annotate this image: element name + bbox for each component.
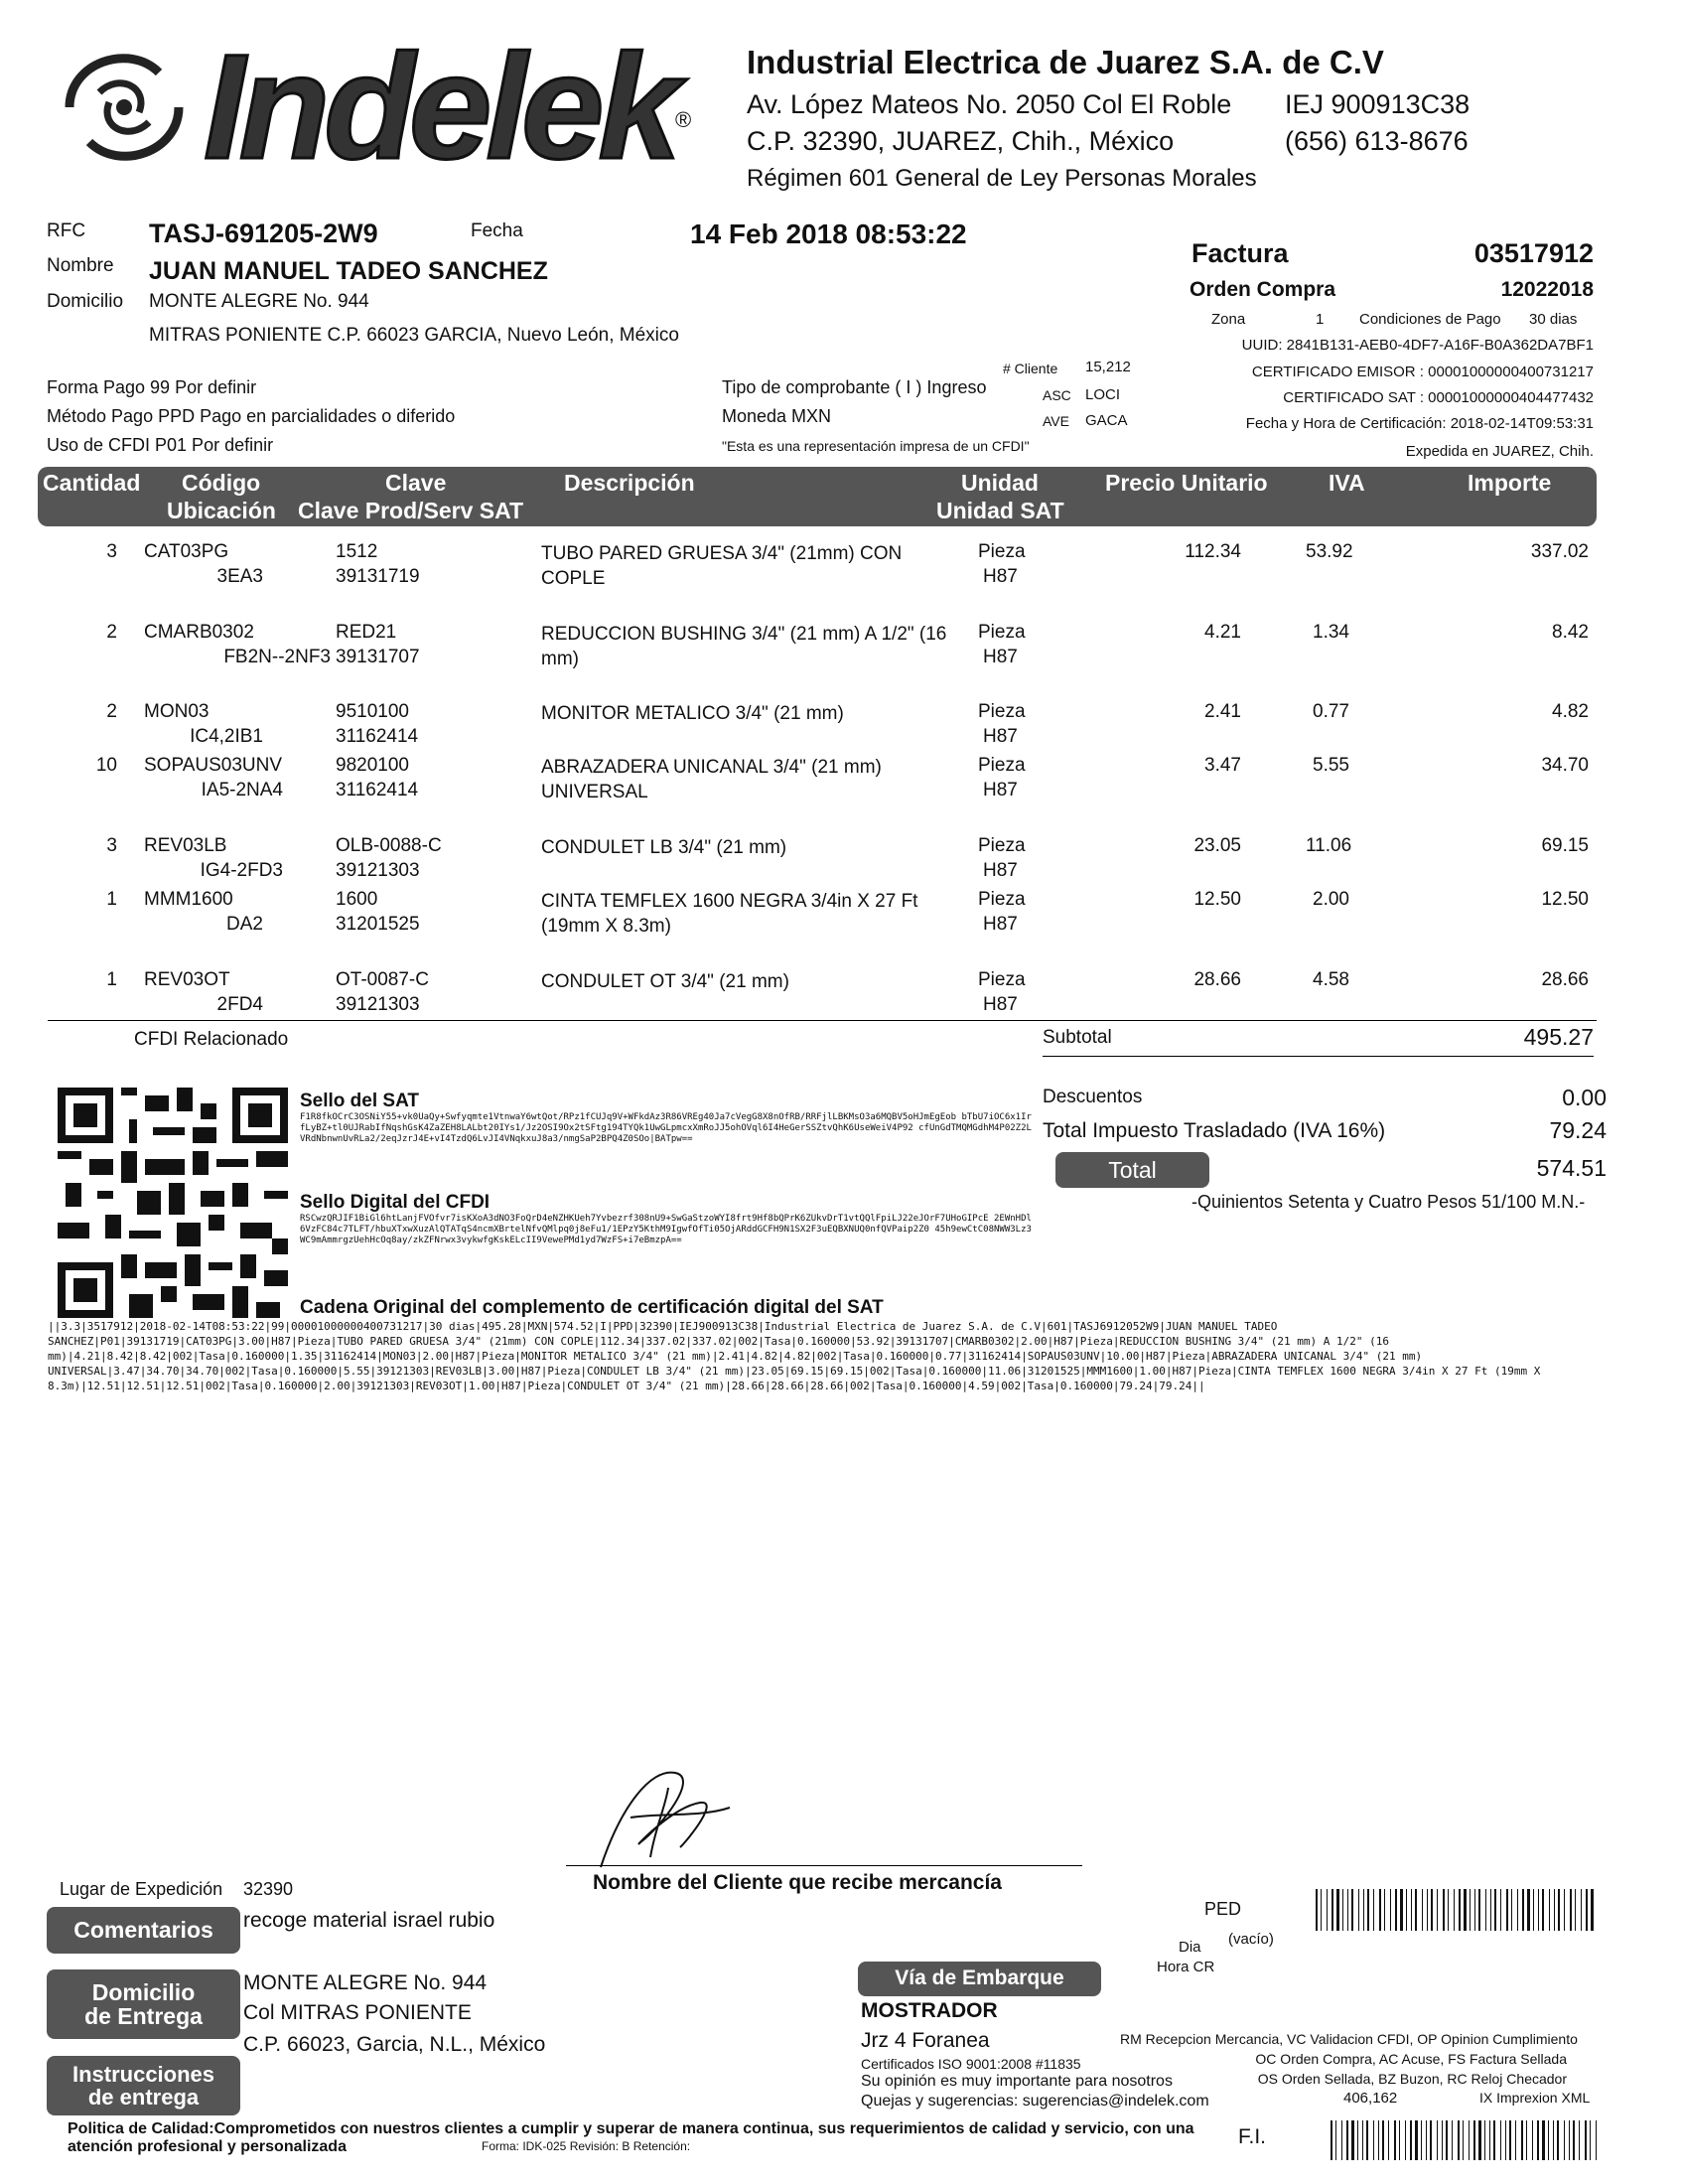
table-row xyxy=(0,622,1681,681)
item-unit-sat: H87 xyxy=(983,994,1018,1015)
item-importe: 8.42 xyxy=(1552,622,1589,643)
cert-emisor: CERTIFICADO EMISOR : 00001000000400731217 xyxy=(1251,364,1594,380)
via-embarque: MOSTRADOR xyxy=(861,1999,998,2022)
col-cantidad: Cantidad xyxy=(43,470,141,496)
item-desc: ABRAZADERA UNICANAL 3/4" (21 mm) UNIVERSAL xyxy=(541,757,882,802)
subtotal-divider xyxy=(1043,1056,1594,1057)
item-clave: 1600 xyxy=(336,889,378,910)
item-unit: Pieza xyxy=(978,889,1026,910)
domicilio-badge: Domicilio de Entrega xyxy=(47,1969,240,2039)
instrucciones-badge: Instrucciones de entrega xyxy=(47,2056,240,2115)
issuer-regime: Régimen 601 General de Ley Personas Morales xyxy=(747,165,1257,192)
metodo-pago: Método Pago PPD Pago en parcialidades o diferido xyxy=(47,406,456,426)
legend-line1: RM Recepcion Mercancia, VC Validacion CFDI, OP Opinion Cumplimiento xyxy=(1120,2031,1578,2047)
item-loc: DA2 xyxy=(226,914,263,935)
item-price: 3.47 xyxy=(1204,755,1241,776)
col-codigo: Código xyxy=(182,470,261,496)
rfc-label: RFC xyxy=(47,220,86,241)
item-code: CMARB0302 xyxy=(144,622,254,643)
table-header xyxy=(38,467,1597,526)
item-qty: 1 xyxy=(106,969,117,990)
cfdi-legend: "Esta es una representación impresa de un CFDI" xyxy=(722,438,1030,454)
item-unit-sat: H87 xyxy=(983,780,1018,801)
cliente-label: # Cliente xyxy=(1003,361,1058,376)
total-badge: Total xyxy=(1055,1152,1209,1188)
item-sat: 39131707 xyxy=(336,647,420,667)
dia-label: Dia xyxy=(1179,1939,1201,1956)
item-code: REV03OT xyxy=(144,969,230,990)
ave-value: GACA xyxy=(1085,412,1128,429)
col-precio: Precio Unitario xyxy=(1105,470,1268,496)
lugar-label: Lugar de Expedición xyxy=(60,1879,223,1899)
item-code: MON03 xyxy=(144,701,210,722)
item-price: 2.41 xyxy=(1204,701,1241,722)
table-bottom-divider xyxy=(48,1020,1597,1021)
ped-label: PED xyxy=(1204,1899,1242,1919)
item-price: 12.50 xyxy=(1193,889,1241,910)
vacio-label: (vacío) xyxy=(1228,1931,1274,1948)
issuer-address: Av. López Mateos No. 2050 Col El Roble xyxy=(747,89,1232,119)
signature-line xyxy=(566,1865,1082,1866)
item-loc: FB2N--2NF3 xyxy=(223,647,331,667)
customer-address2: MITRAS PONIENTE C.P. 66023 GARCIA, Nuevo León, México xyxy=(149,325,679,346)
item-unit: Pieza xyxy=(978,541,1026,562)
item-sat: 39121303 xyxy=(336,860,420,881)
col-ubicacion: Ubicación xyxy=(167,498,276,523)
item-unit: Pieza xyxy=(978,622,1026,643)
tipo-comprobante: Tipo de comprobante ( I ) Ingreso xyxy=(722,377,987,397)
via-embarque-detail: Jrz 4 Foranea xyxy=(861,2029,990,2052)
col-descripcion: Descripción xyxy=(564,470,695,496)
col-clave: Clave xyxy=(385,470,447,496)
indelek-swirl-icon xyxy=(40,33,209,182)
quejas: Quejas y sugerencias: sugerencias@indelek.com xyxy=(861,2093,1209,2110)
item-clave: OT-0087-C xyxy=(336,969,429,990)
brand-name: Indelek xyxy=(204,23,675,190)
ix-label: IX Imprexion XML xyxy=(1479,2090,1591,2106)
item-unit-sat: H87 xyxy=(983,647,1018,667)
item-sat: 39131719 xyxy=(336,566,420,587)
item-clave: 9510100 xyxy=(336,701,409,722)
iva-value: 79.24 xyxy=(1549,1117,1607,1143)
descuentos-label: Descuentos xyxy=(1043,1087,1143,1107)
item-desc: CONDULET LB 3/4" (21 mm) xyxy=(541,837,787,858)
item-unit: Pieza xyxy=(978,755,1026,776)
item-qty: 2 xyxy=(106,622,117,643)
item-importe: 4.82 xyxy=(1552,701,1589,722)
fi-label: F.I. xyxy=(1238,2125,1267,2148)
item-iva: 0.77 xyxy=(1313,701,1349,722)
item-iva: 11.06 xyxy=(1306,835,1352,856)
item-clave: RED21 xyxy=(336,622,397,643)
item-importe: 69.15 xyxy=(1541,835,1589,856)
item-unit: Pieza xyxy=(978,969,1026,990)
item-desc: CONDULET OT 3/4" (21 mm) xyxy=(541,971,789,992)
cfdi-relacionado: CFDI Relacionado xyxy=(134,1029,289,1050)
item-clave: 9820100 xyxy=(336,755,409,776)
col-unidad: Unidad xyxy=(961,470,1039,496)
fecha-cert: Fecha y Hora de Certificación: 2018-02-14T09:53:31 xyxy=(1245,415,1594,432)
item-qty: 3 xyxy=(106,541,117,562)
issuer-phone: (656) 613-8676 xyxy=(1285,126,1469,156)
item-importe: 337.02 xyxy=(1530,541,1589,562)
orden-number: 12022018 xyxy=(1500,278,1594,301)
item-clave: OLB-0088-C xyxy=(336,835,442,856)
total-letra: -Quinientos Setenta y Cuatro Pesos 51/100 M.N.- xyxy=(1191,1192,1586,1212)
item-desc: MONITOR METALICO 3/4" (21 mm) xyxy=(541,703,844,724)
col-iva: IVA xyxy=(1329,470,1365,496)
ave-label: AVE xyxy=(1043,413,1069,429)
cadena-title: Cadena Original del complemento de certificación digital del SAT xyxy=(300,1297,884,1318)
item-loc: 2FD4 xyxy=(216,994,263,1015)
invoice-date: 14 Feb 2018 08:53:22 xyxy=(690,218,967,249)
iva-label: Total Impuesto Trasladado (IVA 16%) xyxy=(1043,1119,1386,1142)
opinion: Su opinión es muy importante para nosotros xyxy=(861,2073,1173,2090)
item-desc: TUBO PARED GRUESA 3/4" (21mm) CON COPLE xyxy=(541,543,903,589)
item-qty: 3 xyxy=(106,835,117,856)
sello-cfdi-title: Sello Digital del CFDI xyxy=(300,1192,490,1213)
item-unit-sat: H87 xyxy=(983,914,1018,935)
asc-label: ASC xyxy=(1043,387,1071,403)
customer-name: JUAN MANUEL TADEO SANCHEZ xyxy=(149,257,548,285)
item-iva: 2.00 xyxy=(1313,889,1349,910)
issuer-rfc: IEJ 900913C38 xyxy=(1285,89,1471,119)
iso-cert: Certificados ISO 9001:2008 #11835 xyxy=(861,2056,1081,2072)
domicilio-line1: MONTE ALEGRE No. 944 xyxy=(243,1971,488,1994)
item-sat: 31162414 xyxy=(336,780,419,801)
item-sat: 31162414 xyxy=(336,726,419,747)
barcode-top-icon xyxy=(1316,1889,1594,1931)
item-importe: 12.50 xyxy=(1541,889,1589,910)
cond-label: Condiciones de Pago xyxy=(1359,311,1501,328)
date-label: Fecha xyxy=(471,220,523,241)
subtotal-value: 495.27 xyxy=(1523,1024,1594,1050)
item-sat: 31201525 xyxy=(336,914,420,935)
item-qty: 10 xyxy=(95,755,117,776)
sello-cfdi: RSCwzQRJIF1BiGl6htLanjFVOfvr7isKXoA3dNO3FoQrD4eNZHKUeh7Yvbezrf308nU9+SwGaStzoWYI8frt9Hf8bQPrK6ZUkvDrT1vtQQlFpiLJ22eJOrF7UHoGIPcE 2EWnHDl6VzFC84c7TLFT/hbuXTxwXuzAlQTATqS4ncmXBrtelNfvQMlpq0j8eFu1/1EPzY5KthM9IgwfOfTi05OjARddGCFH9N1SX2F3uEQBXNUQ0nfQVPaip2Z0 45h9ewCtC08NWW3Lz3WC9mAmmrgzUehHcOq8ay/zkZFNrwx3vykwfgKskELcII9VewePMd1yd7WzFS+i7eBmzpA== xyxy=(300,1214,1032,1245)
doc-number: 406,162 xyxy=(1343,2090,1398,2107)
table-row xyxy=(0,889,1681,948)
item-sat: 39121303 xyxy=(336,994,420,1015)
item-price: 4.21 xyxy=(1204,622,1241,643)
item-iva: 5.55 xyxy=(1313,755,1349,776)
table-row xyxy=(0,835,1681,885)
issuer-city: C.P. 32390, JUAREZ, Chih., México xyxy=(747,126,1175,156)
item-importe: 34.70 xyxy=(1541,755,1589,776)
name-label: Nombre xyxy=(47,255,114,276)
item-code: CAT03PG xyxy=(144,541,229,562)
total-value: 574.51 xyxy=(1536,1155,1607,1181)
signature-icon xyxy=(581,1748,750,1887)
item-price: 112.34 xyxy=(1185,541,1241,562)
item-unit-sat: H87 xyxy=(983,566,1018,587)
registered-mark: ® xyxy=(675,107,692,132)
col-importe: Importe xyxy=(1468,470,1552,496)
item-unit-sat: H87 xyxy=(983,726,1018,747)
expedida: Expedida en JUAREZ, Chih. xyxy=(1405,443,1594,460)
item-code: REV03LB xyxy=(144,835,227,856)
item-iva: 1.34 xyxy=(1313,622,1349,643)
address-label: Domicilio xyxy=(47,291,124,312)
item-qty: 2 xyxy=(106,701,117,722)
col-clave-sat: Clave Prod/Serv SAT xyxy=(298,498,524,523)
customer-rfc: TASJ-691205-2W9 xyxy=(149,218,378,248)
qr-code-icon xyxy=(48,1088,298,1318)
domicilio-line2: Col MITRAS PONIENTE xyxy=(243,2001,472,2024)
descuentos-value: 0.00 xyxy=(1562,1085,1607,1110)
barcode-bottom-icon xyxy=(1331,2120,1599,2160)
factura-number: 03517912 xyxy=(1473,238,1594,268)
item-unit: Pieza xyxy=(978,835,1026,856)
table-row xyxy=(0,541,1681,601)
forma-pago: Forma Pago 99 Por definir xyxy=(47,377,257,397)
forma-revision: Forma: IDK-025 Revisión: B Retención: xyxy=(482,2139,691,2153)
subtotal-label: Subtotal xyxy=(1043,1027,1112,1048)
legend-line3: OS Orden Sellada, BZ Buzon, RC Reloj Checador xyxy=(1257,2071,1567,2087)
item-importe: 28.66 xyxy=(1541,969,1589,990)
comentarios-badge: Comentarios xyxy=(47,1907,240,1954)
sello-sat: F1R8fkOCrC3OSNiY55+vk0UaQy+Swfyqmte1VtnwaY6wtQot/RPz1fCUJq9V+WFkdAz3R86VREg40Ja7cVegG8X8nOfRB/RRFjlLBKMsO3a6MQBV5oHJmEgEob bTbU7iOC6x1IrfLyBZ+tl0UJRabIfNqshGsK4ZaZEH8LALbt20IYs1/Jz2OSI9Ox2tSFtg194TYQk1UwGLpmcxXmRoJJ5ohOVql6I4HeGerSSZtvQhK6UseWeiV4P92 cfUnGdTMQMGdhM4P02Z2LVRdNbnwnUvRLa2/2eqJzrJ4E+vI4TzdQ6LvJI4VNqkxuJ8a3/nmgSaP2BPQ4Z0SOo|BATpw== xyxy=(300,1112,1032,1144)
domicilio-line3: C.P. 66023, Garcia, N.L., México xyxy=(243,2033,546,2056)
item-loc: IC4,2IB1 xyxy=(190,726,263,747)
cond-value: 30 dias xyxy=(1529,311,1578,328)
table-row xyxy=(0,969,1681,1019)
item-loc: IA5-2NA4 xyxy=(201,780,283,801)
receiver-label: Nombre del Cliente que recibe mercancía xyxy=(593,1871,1002,1894)
item-code: MMM1600 xyxy=(144,889,233,910)
item-iva: 53.92 xyxy=(1306,541,1353,562)
sello-sat-title: Sello del SAT xyxy=(300,1091,420,1111)
lugar-value: 32390 xyxy=(243,1879,294,1899)
hora-label: Hora CR xyxy=(1157,1959,1215,1975)
cert-sat: CERTIFICADO SAT : 00001000000404477432 xyxy=(1283,389,1594,406)
item-clave: 1512 xyxy=(336,541,378,562)
cadena-original: ||3.3|3517912|2018-02-14T08:53:22|99|00001000000400731217|30 dias|495.28|MXN|574.52|I|PPD|32390|IEJ900913C38|Industrial Electrica de Juarez S.A. de C.V|601|TASJ6912052W9|JUAN MANUEL TADEO SANCHEZ|P01|39131719|CAT03PG|3.00|H87|Pieza|TUBO PARED GRUESA 3/4" (21mm) CON COPLE|112.34|337.02|337.02|002|Tasa|0.160000|53.92|39131707|CMARB0302|2.00|H87|Pieza|REDUCCION BUSHING 3/4" (21 mm) A 1/2" (16 mm)|4.21|8.42|8.42|002|Tasa|0.160000|1.35|31162414|MON03|2.00|H87|Pieza|MONITOR METALICO 3/4" (21 mm)|2.41|4.82|4.82|002|Tasa|0.160000|0.77|31162414|SOPAUS03UNV|10.00|H87|Pieza|ABRAZADERA UNICANAL 3/4" (21 mm) UNIVERSAL|3.47|34.70|34.70|002|Tasa|0.160000|5.55|39121303|REV03LB|3.00|H87|Pieza|CONDULET LB 3/4" (21 mm)|23.05|69.15|69.15|002|Tasa|0.160000|11.06|31201525|MMM1600|1.00|H87|Pieza|CINTA TEMFLEX 1600 NEGRA 3/4in X 27 Ft (19mm X 8.3m)|12.51|12.51|12.51|002|Tasa|0.160000|2.00|39121303|REV03OT|1.00|H87|Pieza|CONDULET OT 3/4" (21 mm)|28.66|28.66|28.66|002|Tasa|0.160000|4.59|002|Tasa|0.160000|79.24|79.24|| xyxy=(48,1320,1541,1392)
legend-line2: OC Orden Compra, AC Acuse, FS Factura Sellada xyxy=(1255,2051,1567,2067)
table-row xyxy=(0,755,1681,814)
politica: Politica de Calidad:Comprometidos con nuestros clientes a cumplir y superar de manera continua, sus requerimientos de calidad y servicio, con una atención profesional y personalizada xyxy=(68,2120,1194,2155)
item-desc: REDUCCION BUSHING 3/4" (21 mm) A 1/2" (16 mm) xyxy=(541,624,947,669)
item-price: 28.66 xyxy=(1193,969,1241,990)
comentarios-value: recoge material israel rubio xyxy=(243,1909,495,1932)
uso-cfdi: Uso de CFDI P01 Por definir xyxy=(47,435,274,455)
zona-value: 1 xyxy=(1316,311,1325,328)
issuer-name: Industrial Electrica de Juarez S.A. de C.V xyxy=(747,44,1384,80)
item-loc: 3EA3 xyxy=(216,566,263,587)
customer-address1: MONTE ALEGRE No. 944 xyxy=(149,291,369,312)
factura-label: Factura xyxy=(1191,238,1289,268)
via-embarque-badge: Vía de Embarque xyxy=(858,1962,1101,1996)
cliente-number: 15,212 xyxy=(1085,359,1131,375)
logo xyxy=(40,23,715,197)
item-price: 23.05 xyxy=(1193,835,1241,856)
item-iva: 4.58 xyxy=(1313,969,1349,990)
col-unidad-sat: Unidad SAT xyxy=(936,498,1064,523)
asc-value: LOCI xyxy=(1085,386,1121,403)
orden-label: Orden Compra xyxy=(1190,278,1336,301)
zona-label: Zona xyxy=(1211,311,1246,328)
item-loc: IG4-2FD3 xyxy=(200,860,283,881)
item-unit-sat: H87 xyxy=(983,860,1018,881)
item-qty: 1 xyxy=(106,889,117,910)
item-unit: Pieza xyxy=(978,701,1026,722)
moneda: Moneda MXN xyxy=(722,406,832,426)
item-desc: CINTA TEMFLEX 1600 NEGRA 3/4in X 27 Ft (19mm X 8.3m) xyxy=(541,891,918,937)
item-code: SOPAUS03UNV xyxy=(144,755,283,776)
table-row xyxy=(0,701,1681,751)
uuid: UUID: 2841B131-AEB0-4DF7-A16F-B0A362DA7BF1 xyxy=(1241,337,1594,354)
